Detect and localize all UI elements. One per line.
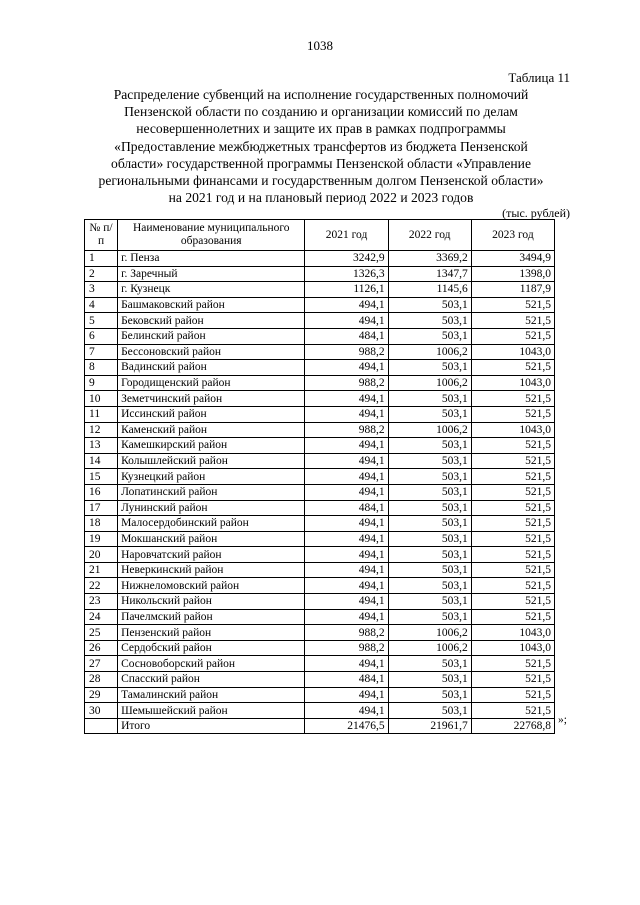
row-number: 20	[85, 547, 118, 563]
value-2021: 494,1	[305, 297, 388, 313]
row-number: 19	[85, 531, 118, 547]
value-2021: 21476,5	[305, 718, 388, 734]
value-2023: 521,5	[471, 313, 554, 329]
municipality-name: г. Заречный	[118, 266, 305, 282]
table-row	[85, 328, 555, 344]
value-2023: 521,5	[471, 360, 554, 376]
row-number: 8	[85, 360, 118, 376]
table-row	[85, 703, 555, 719]
row-number: 26	[85, 640, 118, 656]
value-2021: 3242,9	[305, 251, 388, 267]
table-row	[85, 625, 555, 641]
value-2021: 988,2	[305, 375, 388, 391]
row-number: 17	[85, 500, 118, 516]
value-2022: 503,1	[388, 547, 471, 563]
table-row	[85, 516, 555, 532]
value-2023: 521,5	[471, 547, 554, 563]
table-row	[85, 422, 555, 438]
row-number: 10	[85, 391, 118, 407]
value-2021: 988,2	[305, 625, 388, 641]
value-2021: 494,1	[305, 469, 388, 485]
value-2022: 503,1	[388, 469, 471, 485]
table-row	[85, 453, 555, 469]
municipality-name: Наровчатский район	[118, 547, 305, 563]
table-row	[85, 297, 555, 313]
value-2022: 503,1	[388, 609, 471, 625]
value-2023: 1043,0	[471, 422, 554, 438]
page-number: 1038	[307, 38, 333, 53]
value-2021: 494,1	[305, 609, 388, 625]
value-2022: 503,1	[388, 500, 471, 516]
value-2022: 503,1	[388, 297, 471, 313]
value-2022: 1006,2	[388, 375, 471, 391]
value-2021: 494,1	[305, 406, 388, 422]
municipality-name: Бессоновский район	[118, 344, 305, 360]
value-2022: 503,1	[388, 438, 471, 454]
table-row	[85, 687, 555, 703]
document-title	[70, 86, 572, 206]
value-2022: 1006,2	[388, 344, 471, 360]
value-2021: 494,1	[305, 578, 388, 594]
table-row	[85, 640, 555, 656]
row-number: 12	[85, 422, 118, 438]
header-2021: 2021 год	[305, 220, 388, 251]
title-line: области» государственной программы Пензенской области «Управление	[111, 155, 531, 171]
value-2022: 503,1	[388, 406, 471, 422]
municipality-name: г. Пенза	[118, 251, 305, 267]
subvention-table	[84, 219, 555, 734]
value-2021: 494,1	[305, 438, 388, 454]
row-number: 15	[85, 469, 118, 485]
municipality-name: Тамалинский район	[118, 687, 305, 703]
municipality-name: Земетчинский район	[118, 391, 305, 407]
row-number: 4	[85, 297, 118, 313]
title-line: «Предоставление межбюджетных трансфертов из бюджета Пензенской	[114, 138, 528, 154]
row-number: 11	[85, 406, 118, 422]
value-2023: 1043,0	[471, 375, 554, 391]
title-line: на 2021 год и на плановый период 2022 и 2023 годов	[168, 190, 474, 206]
table-row	[85, 594, 555, 610]
table-row	[85, 672, 555, 688]
value-2021: 988,2	[305, 422, 388, 438]
value-2022: 503,1	[388, 703, 471, 719]
municipality-name: Вадинский район	[118, 360, 305, 376]
value-2023: 521,5	[471, 469, 554, 485]
row-number: 24	[85, 609, 118, 625]
table-row	[85, 391, 555, 407]
table-row	[85, 375, 555, 391]
value-2022: 503,1	[388, 516, 471, 532]
value-2023: 521,5	[471, 594, 554, 610]
value-2023: 521,5	[471, 531, 554, 547]
row-number: 21	[85, 562, 118, 578]
value-2021: 484,1	[305, 500, 388, 516]
title-line: региональными финансами и государственным долгом Пензенской области»	[98, 173, 544, 189]
value-2022: 503,1	[388, 313, 471, 329]
municipality-name: Сосновоборский район	[118, 656, 305, 672]
value-2023: 521,5	[471, 484, 554, 500]
value-2021: 494,1	[305, 453, 388, 469]
value-2021: 494,1	[305, 547, 388, 563]
value-2022: 503,1	[388, 360, 471, 376]
value-2022: 503,1	[388, 562, 471, 578]
row-number: 23	[85, 594, 118, 610]
value-2022: 503,1	[388, 687, 471, 703]
value-2021: 484,1	[305, 328, 388, 344]
value-2023: 521,5	[471, 438, 554, 454]
municipality-name: Башмаковский район	[118, 297, 305, 313]
table-row	[85, 282, 555, 298]
municipality-name: Шемышейский район	[118, 703, 305, 719]
table-row	[85, 266, 555, 282]
value-2021: 494,1	[305, 531, 388, 547]
value-2022: 503,1	[388, 578, 471, 594]
header-2022: 2022 год	[388, 220, 471, 251]
row-number: 13	[85, 438, 118, 454]
value-2023: 521,5	[471, 656, 554, 672]
municipality-name: Колышлейский район	[118, 453, 305, 469]
value-2021: 494,1	[305, 516, 388, 532]
value-2022: 1006,2	[388, 422, 471, 438]
table-row	[85, 251, 555, 267]
value-2023: 521,5	[471, 406, 554, 422]
row-number: 9	[85, 375, 118, 391]
value-2022: 1347,7	[388, 266, 471, 282]
value-2023: 521,5	[471, 297, 554, 313]
municipality-name: Кузнецкий район	[118, 469, 305, 485]
closing-quote-mark: »;	[558, 714, 567, 726]
value-2023: 521,5	[471, 516, 554, 532]
table-row	[85, 313, 555, 329]
value-2023: 1043,0	[471, 625, 554, 641]
value-2022: 503,1	[388, 391, 471, 407]
header-2023: 2023 год	[471, 220, 554, 251]
value-2023: 521,5	[471, 609, 554, 625]
value-2022: 503,1	[388, 656, 471, 672]
value-2022: 503,1	[388, 328, 471, 344]
municipality-name: Иссинский район	[118, 406, 305, 422]
municipality-name: Бековский район	[118, 313, 305, 329]
row-number: 5	[85, 313, 118, 329]
value-2022: 21961,7	[388, 718, 471, 734]
value-2021: 988,2	[305, 344, 388, 360]
value-2023: 521,5	[471, 578, 554, 594]
value-2023: 521,5	[471, 453, 554, 469]
row-number: 22	[85, 578, 118, 594]
table-row	[85, 438, 555, 454]
value-2022: 3369,2	[388, 251, 471, 267]
row-number: 28	[85, 672, 118, 688]
municipality-name: Белинский район	[118, 328, 305, 344]
row-number	[85, 718, 118, 734]
table-row	[85, 406, 555, 422]
table-row	[85, 578, 555, 594]
table-row	[85, 609, 555, 625]
table-row	[85, 656, 555, 672]
value-2023: 1187,9	[471, 282, 554, 298]
municipality-name: Сердобский район	[118, 640, 305, 656]
total-row	[85, 718, 555, 734]
value-2022: 503,1	[388, 531, 471, 547]
municipality-name: Никольский район	[118, 594, 305, 610]
value-2021: 494,1	[305, 484, 388, 500]
row-number: 1	[85, 251, 118, 267]
row-number: 14	[85, 453, 118, 469]
header-municipality: Наименование муниципального образования	[118, 220, 305, 251]
table-row	[85, 547, 555, 563]
value-2023: 3494,9	[471, 251, 554, 267]
row-number: 27	[85, 656, 118, 672]
value-2022: 1006,2	[388, 625, 471, 641]
value-2021: 494,1	[305, 594, 388, 610]
value-2021: 484,1	[305, 672, 388, 688]
value-2022: 1006,2	[388, 640, 471, 656]
table-row	[85, 531, 555, 547]
table-row	[85, 344, 555, 360]
municipality-name: г. Кузнецк	[118, 282, 305, 298]
value-2021: 988,2	[305, 640, 388, 656]
value-2022: 503,1	[388, 453, 471, 469]
row-number: 7	[85, 344, 118, 360]
row-number: 29	[85, 687, 118, 703]
table-row	[85, 360, 555, 376]
municipality-name: Камешкирский район	[118, 438, 305, 454]
units-label: (тыс. рублей)	[502, 206, 570, 220]
value-2023: 22768,8	[471, 718, 554, 734]
value-2023: 521,5	[471, 391, 554, 407]
value-2021: 494,1	[305, 313, 388, 329]
value-2023: 521,5	[471, 500, 554, 516]
title-line: несовершеннолетних и защите их прав в рамках подпрограммы	[136, 121, 506, 137]
row-number: 30	[85, 703, 118, 719]
value-2022: 503,1	[388, 484, 471, 500]
table-label: Таблица 11	[508, 70, 570, 85]
value-2023: 1398,0	[471, 266, 554, 282]
value-2023: 521,5	[471, 687, 554, 703]
value-2023: 521,5	[471, 328, 554, 344]
municipality-name: Спасский район	[118, 672, 305, 688]
value-2022: 503,1	[388, 594, 471, 610]
table-row	[85, 469, 555, 485]
municipality-name: Неверкинский район	[118, 562, 305, 578]
table-header-row	[85, 220, 555, 251]
municipality-name: Лопатинский район	[118, 484, 305, 500]
value-2021: 494,1	[305, 687, 388, 703]
value-2023: 521,5	[471, 672, 554, 688]
municipality-name: Пачелмский район	[118, 609, 305, 625]
value-2021: 1326,3	[305, 266, 388, 282]
municipality-name: Пензенский район	[118, 625, 305, 641]
municipality-name: Малосердобинский район	[118, 516, 305, 532]
value-2023: 1043,0	[471, 344, 554, 360]
municipality-name: Мокшанский район	[118, 531, 305, 547]
value-2022: 503,1	[388, 672, 471, 688]
value-2021: 494,1	[305, 562, 388, 578]
row-number: 18	[85, 516, 118, 532]
value-2021: 494,1	[305, 360, 388, 376]
value-2023: 521,5	[471, 562, 554, 578]
row-number: 16	[85, 484, 118, 500]
table-row	[85, 500, 555, 516]
value-2021: 494,1	[305, 391, 388, 407]
table-row	[85, 484, 555, 500]
municipality-name: Городищенский район	[118, 375, 305, 391]
row-number: 2	[85, 266, 118, 282]
municipality-name: Лунинский район	[118, 500, 305, 516]
value-2023: 1043,0	[471, 640, 554, 656]
table-row	[85, 562, 555, 578]
title-line: Пензенской области по созданию и организации комиссий по делам	[124, 104, 518, 120]
row-number: 3	[85, 282, 118, 298]
value-2022: 1145,6	[388, 282, 471, 298]
header-number: № п/п	[85, 220, 118, 251]
row-number: 25	[85, 625, 118, 641]
value-2021: 1126,1	[305, 282, 388, 298]
value-2023: 521,5	[471, 703, 554, 719]
value-2021: 494,1	[305, 703, 388, 719]
value-2021: 494,1	[305, 656, 388, 672]
row-number: 6	[85, 328, 118, 344]
title-line: Распределение субвенций на исполнение государственных полномочий	[113, 87, 529, 102]
municipality-name: Каменский район	[118, 422, 305, 438]
municipality-name: Итого	[118, 718, 305, 734]
municipality-name: Нижнеломовский район	[118, 578, 305, 594]
